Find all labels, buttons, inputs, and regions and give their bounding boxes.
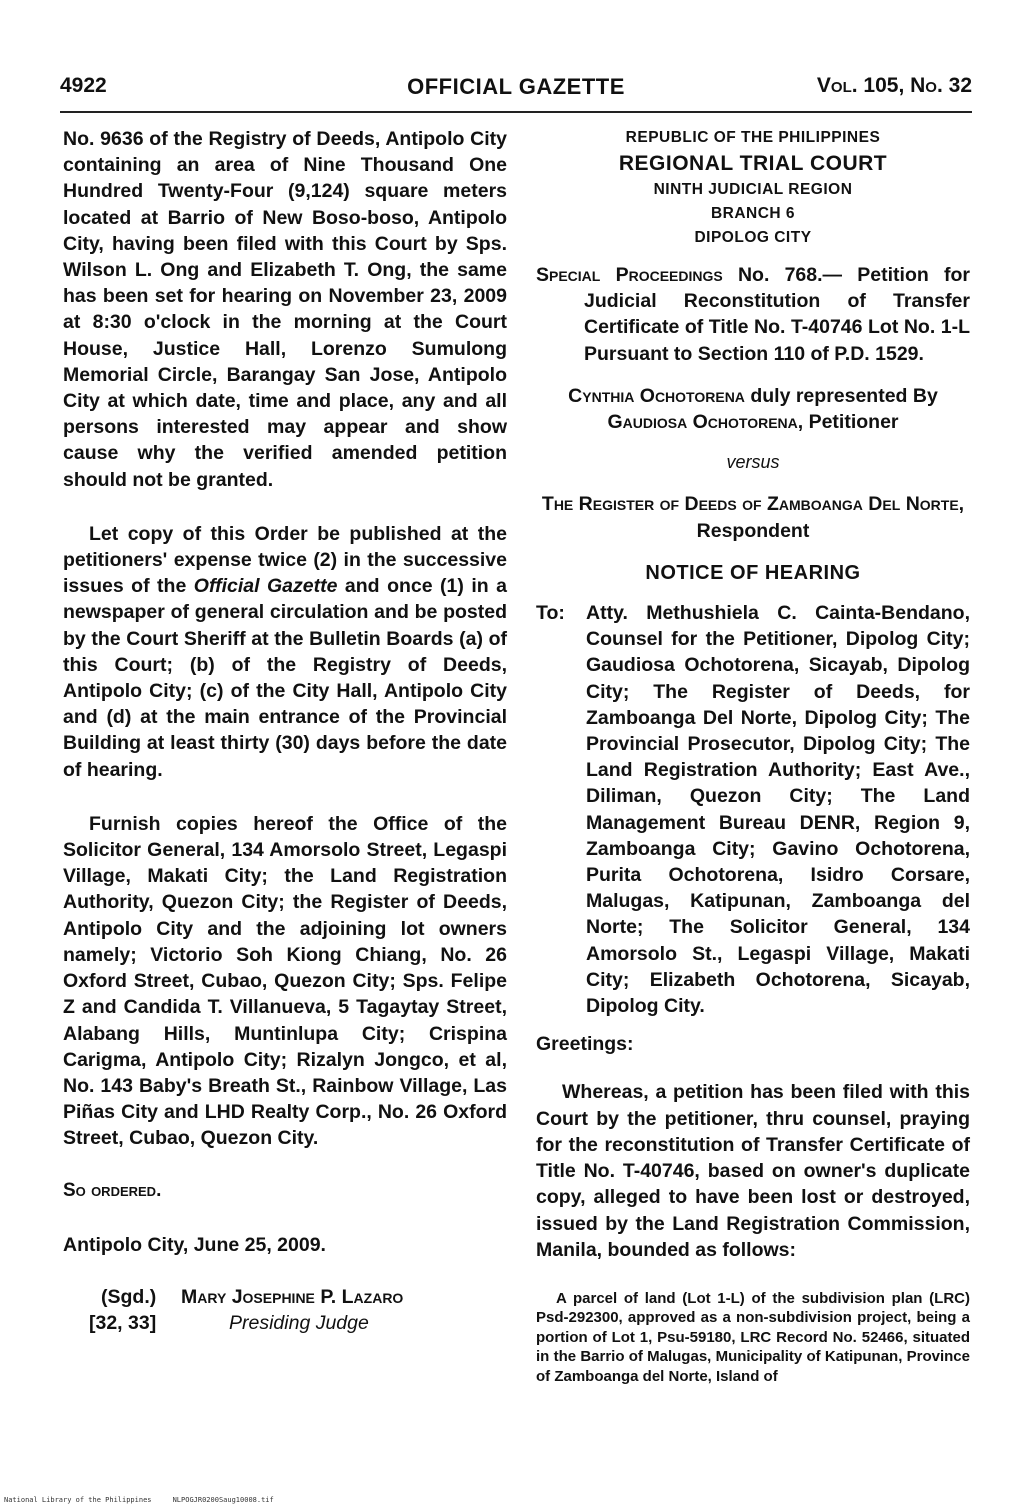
- gazette-title-italic: Official Gazette: [193, 575, 338, 598]
- left-column: [63, 126, 507, 1340]
- so-ordered: So ordered.: [63, 1179, 162, 1201]
- petitioner-line: Cynthia Ochotorena duly represented By Gaudiosa Ochotorena, Petitioner: [568, 384, 938, 434]
- court-city: DIPOLOG CITY: [694, 229, 812, 246]
- page-header: [60, 74, 972, 108]
- volume-issue: Vol. 105, No. 32: [816, 74, 972, 97]
- publication-title: OFFICIAL GAZETTE: [407, 74, 625, 99]
- judge-title: Presiding Judge: [229, 1311, 369, 1334]
- source-file: NLPOGJR0200Saug10008.tif: [172, 1496, 274, 1504]
- publication-paragraph: Let copy of this Order be published at the petitioners' expense twice (2) in the successive issues of the Official Gazette and once (1) in a newspaper of general circulation and be posted by the Court Sheriff at the Bulletin Boards (a) of this Court; (b) of the Registry of Deeds, Antipolo City; (c) of the City Hall, Antipolo City and (d) at the main entrance of the Provincial Building at least thirty (30) days before the date of hearing.: [63, 522, 507, 781]
- greetings: Greetings:: [536, 1033, 634, 1056]
- versus: versus: [726, 452, 780, 473]
- court-caption: [536, 126, 970, 250]
- scan-footer: [4, 1496, 274, 1504]
- addressee-list: Atty. Methushiela C. Cainta-Bendano, Counsel for the Petitioner, Dipolog City; Gaudiosa Ochotorena, Sicayab, Dipolog City; The Register of Deeds, for Zamboanga Del Norte, Dipolog City; The Provincial Prosecutor, Dipolog City; The Land Registration Authority; East Ave., Diliman, Quezon City; The Land Management Bureau DENR, Region 9, Zamboanga City; Gavino Ochotorena, Purita Ochotorena, Isidro Corsare, Malugas, Katipunan, Zamboanga del Norte; The Solicitor General, 134 Amorsolo St., Legaspi Village, Makati City; Elizabeth Ochotorena, Sicayab, Dipolog City.: [586, 602, 970, 1018]
- order-paragraph-continued: No. 9636 of the Registry of Deeds, Antipolo City containing an area of Nine Thousand One Hundred Twenty-Four (9,124) square meters located at Barrio of New Boso-boso, Antipolo City, having been filed with this Court by Sps. Wilson L. Ong and Elizabeth T. Ong, the same has been set for hearing on November 23, 2009 at 8:30 o'clock in the morning at the Court House, Justice Hall, Lorenzo Sumulong Memorial Circle, Barangay San Jose, Antipolo City at which date, time and place, any and all persons interested may appear and show cause why the verified amended petition should not be granted.: [63, 128, 507, 491]
- court-name: REGIONAL TRIAL COURT: [618, 152, 888, 175]
- land-description-quote: A parcel of land (Lot 1-L) of the subdivision plan (LRC) Psd-292300, approved as a non-subdivision project, being a portion of Lot 1, Psu-59180, LRC Record No. 52466, situated in the Barrio of Malugas, Municipality of Katipunan, Province of Zamboanga del Norte, Island of: [536, 1289, 970, 1385]
- court-region: NINTH JUDICIAL REGION: [653, 181, 853, 198]
- right-column: [536, 126, 970, 1386]
- court-republic: REPUBLIC OF THE PHILIPPINES: [625, 129, 881, 146]
- page-number: 4922: [60, 74, 107, 97]
- respondent-line: The Register of Deeds of Zamboanga Del Norte, Respondent: [541, 493, 965, 542]
- to-label: To:: [536, 602, 565, 625]
- furnish-copies-paragraph: Furnish copies hereof the Office of the Solicitor General, 134 Amorsolo Street, Legaspi Village, Makati City; the Land Registration Authority, Quezon City; the Register of Deeds, Antipolo City and the adjoining lot owners namely; Victorio Soh Kiong Chiang, No. 26 Oxford Street, Cubao, Quezon City; Sps. Felipe Z and Candida T. Villanueva, 5 Tagaytay Street, Alabang Hills, Muntinlupa City; Crispina Carigma, Antipolo City; Rizalyn Jongco, et al, No. 143 Baby's Breath St., Rainbow Village, Las Piñas City and LHD Realty Corp., No. 26 Oxford Street, Cubao, Quezon City.: [63, 812, 507, 1150]
- order-date: Antipolo City, June 25, 2009.: [63, 1233, 326, 1256]
- special-proceedings: Special Proceedings No. 768.— Petition for Judicial Reconstitution of Transfer Certificate of Title No. T-40746 Lot No. 1-L Pursuant to Section 110 of P.D. 1529.: [536, 264, 970, 365]
- signed-mark: (Sgd.): [101, 1285, 157, 1308]
- judge-name: Mary Josephine P. Lazaro: [181, 1285, 404, 1308]
- issue-reference: [32, 33]: [89, 1311, 157, 1334]
- header-rule: [60, 111, 972, 113]
- addressees: [536, 600, 970, 1019]
- source-library: National Library of the Philippines: [4, 1496, 152, 1504]
- court-branch: BRANCH 6: [710, 205, 796, 222]
- signature-block: [63, 1284, 507, 1340]
- notice-title: NOTICE OF HEARING: [645, 561, 861, 584]
- whereas-paragraph: Whereas, a petition has been filed with this Court by the petitioner, thru counsel, praying for the reconstitution of Transfer Certificate of Title No. T-40746, based on owner's duplicate copy, alleged to have been lost or destroyed, issued by the Land Registration Commission, Manila, bounded as follows:: [536, 1081, 970, 1261]
